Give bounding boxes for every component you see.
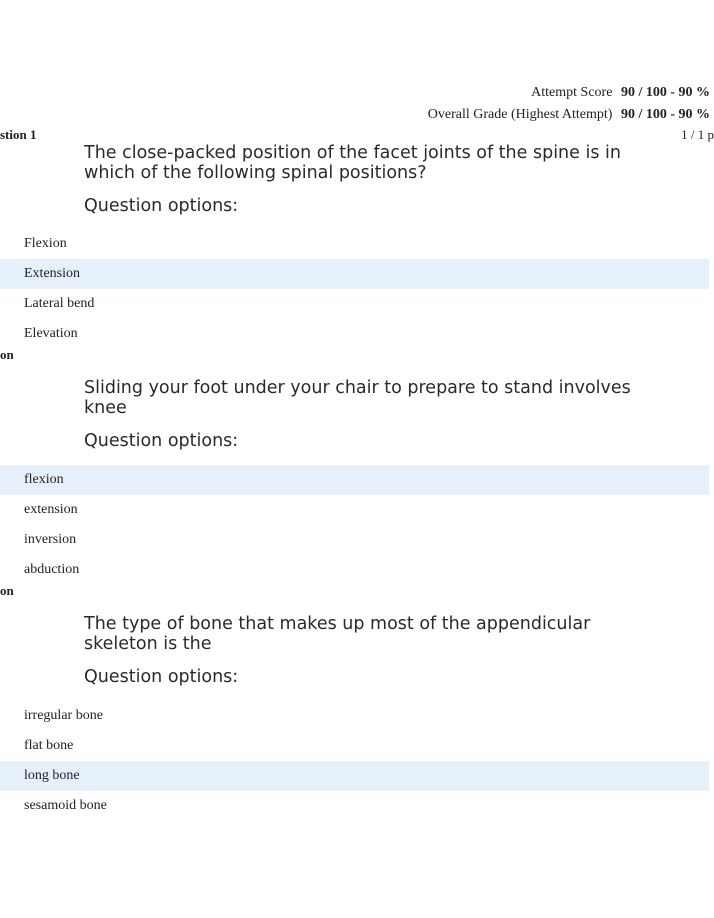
- overall-grade-label: Overall Grade (Highest Attempt): [427, 107, 613, 122]
- question-1-label: stion 1: [0, 127, 37, 142]
- question-1-option-1[interactable]: Flexion: [24, 236, 67, 251]
- question-3-option-4[interactable]: sesamoid bone: [24, 798, 107, 813]
- question-2-option-4[interactable]: abduction: [24, 562, 80, 577]
- question-3-options-label: Question options:: [84, 667, 239, 687]
- attempt-score-label: Attempt Score: [531, 85, 613, 100]
- question-3-option-3[interactable]: long bone: [0, 761, 709, 791]
- question-1-text: The close-packed position of the facet joints of the spine is in which of the following spinal positions?: [84, 143, 621, 183]
- question-2-option-2[interactable]: extension: [24, 502, 78, 517]
- question-1-option-4[interactable]: Elevation: [24, 326, 78, 341]
- question-3-option-1[interactable]: irregular bone: [24, 708, 103, 723]
- overall-grade-value: 90 / 100 - 90 %: [620, 107, 710, 122]
- overall-grade: [428, 107, 710, 123]
- question-3-option-2[interactable]: flat bone: [24, 738, 74, 753]
- question-3-label: on: [0, 583, 14, 598]
- question-2-option-1[interactable]: flexion: [0, 465, 709, 495]
- question-1-points: 1 / 1 p: [681, 127, 714, 142]
- question-1-option-3[interactable]: Lateral bend: [24, 296, 95, 311]
- question-1-option-2[interactable]: Extension: [0, 259, 709, 289]
- question-2-text: Sliding your foot under your chair to prepare to stand involves knee: [84, 378, 631, 418]
- question-2-options-label: Question options:: [84, 431, 239, 451]
- attempt-score-value: 90 / 100 - 90 %: [620, 85, 710, 100]
- question-2-option-3[interactable]: inversion: [24, 532, 77, 547]
- question-3-text: The type of bone that makes up most of the appendicular skeleton is the: [84, 614, 591, 654]
- attempt-score: [531, 85, 710, 101]
- question-1-options-label: Question options:: [84, 196, 239, 216]
- question-2-label: on: [0, 347, 14, 362]
